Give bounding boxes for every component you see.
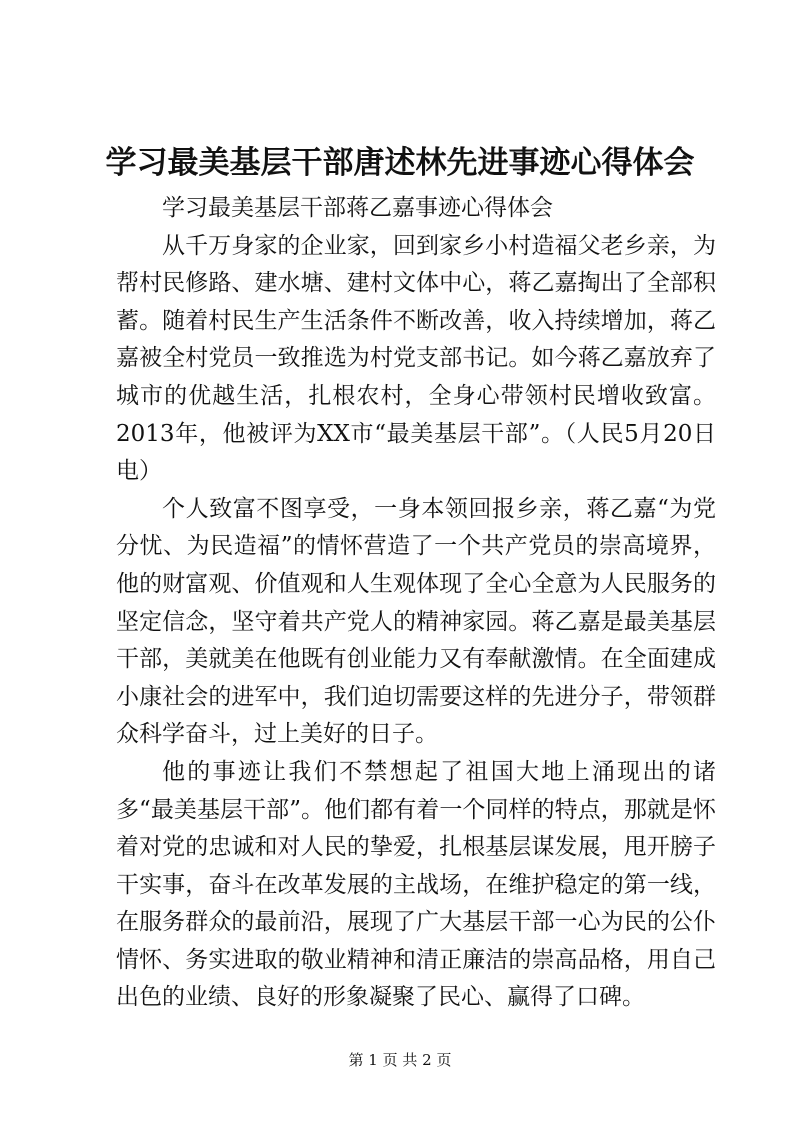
document-subtitle: 学习最美基层干部蒋乙嘉事迹心得体会 <box>162 195 553 221</box>
document-title: 学习最美基层干部唐述林先进事迹心得体会 <box>105 145 695 181</box>
paragraph-1: 从千万身家的企业家，回到家乡小村造福父老乡亲，为帮村民修路、建水塘、建村文体中心，蒋乙嘉掏出了全部积蓄。随着村民生产生活条件不断改善，收入持续增加，蒋乙嘉被全村党员一致推选为村党支部书记。如今蒋乙嘉放弃了城市的优越生活，扎根农村，全身心带领村民增收致富。2013年，他被评为XX市“最美基层干部”。（人民5月20日电） <box>116 232 716 485</box>
document-body <box>116 190 716 1017</box>
paragraph-3: 他的事迹让我们不禁想起了祖国大地上涌现出的诸多“最美基层干部”。他们都有着一个同样的特点，那就是怀着对党的忠诚和对人民的挚爱，扎根基层谋发展，甩开膀子干实事，奋斗在改革发展的主战场，在维护稳定的第一线，在服务群众的最前沿，展现了广大基层干部一心为民的公仆情怀、务实进取的敬业精神和清正廉洁的崇高品格，用自己出色的业绩、良好的形象凝聚了民心、赢得了口碑。 <box>116 758 716 1011</box>
paragraph-2: 个人致富不图享受，一身本领回报乡亲，蒋乙嘉“为党分忧、为民造福”的情怀营造了一个共产党员的崇高境界，他的财富观、价值观和人生观体现了全心全意为人民服务的坚定信念，坚守着共产党人的精神家园。蒋乙嘉是最美基层干部，美就美在他既有创业能力又有奉献激情。在全面建成小康社会的进军中，我们迫切需要这样的先进分子，带领群众科学奋斗，过上美好的日子。 <box>116 495 716 748</box>
page-number: 第 1 页 共 2 页 <box>348 1051 452 1069</box>
page-footer <box>0 1050 800 1070</box>
